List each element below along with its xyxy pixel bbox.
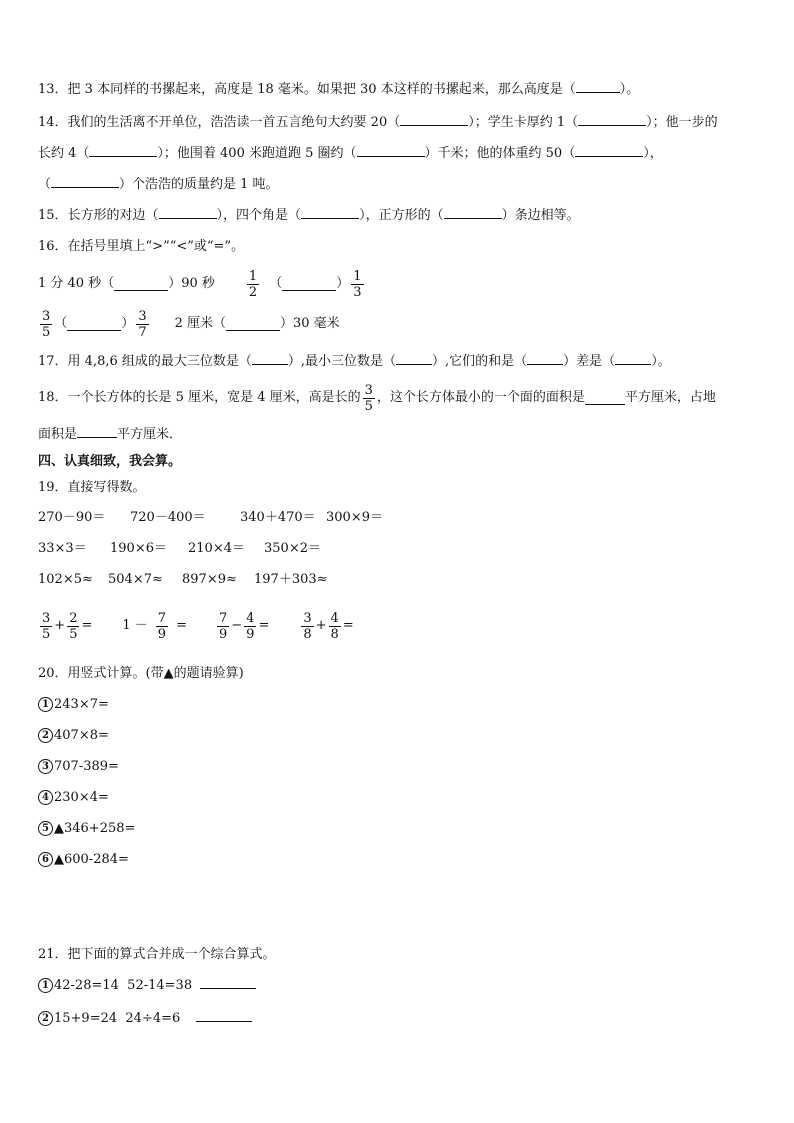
q14-text-f: ）千米；他的体重约 50（ xyxy=(424,146,576,161)
q15-text-d: ）条边相等。 xyxy=(501,208,580,223)
q16-item4-left: 2 厘米（ xyxy=(174,316,226,331)
question-14-line-2 xyxy=(38,144,663,164)
q20-item-2: 2 407×8= xyxy=(38,726,109,746)
q16-blank-3[interactable] xyxy=(67,318,121,331)
q19-row-1 xyxy=(38,508,383,528)
question-18-line-1: 18．一个长方体的长是 5 厘米，宽是 4 厘米，高是长的 $\frac{3}{5}$ ，这个长方体最小的一个面的面积是 平方厘米，占地 xyxy=(38,382,716,414)
q19-item: 300×9＝ xyxy=(326,510,383,525)
q17-blank-4[interactable] xyxy=(615,352,651,365)
question-14-line-3 xyxy=(38,175,279,195)
q14-blank-4[interactable] xyxy=(357,144,425,157)
question-16-row-1: 1 分 40 秒（ ）90 秒 $\frac{1}{2}$ （ ） $\frac{1}{3}$ xyxy=(38,268,362,300)
q17-blank-3[interactable] xyxy=(527,352,563,365)
question-17: 17．用 4,8,6 组成的最大三位数是（ ）,最小三位数是（ ）,它们的和是（ ）差是（ ）。 xyxy=(38,354,671,369)
q14-text-g: ）， xyxy=(643,146,663,161)
q14-text-h: （ xyxy=(38,177,52,192)
q14-blank-6[interactable] xyxy=(51,175,119,188)
q19-item: 190×6＝ xyxy=(110,541,167,556)
q18-blank-1[interactable] xyxy=(585,392,625,405)
q14-text-i: ）个浩浩的质量约是 1 吨。 xyxy=(119,177,279,192)
q15-text-c: ），正方形的（ xyxy=(359,208,444,223)
q20-item-3: 3 707-389= xyxy=(38,757,119,777)
question-18-line-2: 面积是 平方厘米． xyxy=(38,427,183,442)
q19-item: 33×3＝ xyxy=(38,541,87,556)
q14-blank-5[interactable] xyxy=(575,144,643,157)
q17-blank-2[interactable] xyxy=(396,352,432,365)
q15-text-b: ），四个角是（ xyxy=(216,208,302,223)
q16-item1-left: 1 分 40 秒（ xyxy=(38,276,115,291)
q18-blank-2[interactable] xyxy=(77,425,117,438)
question-15 xyxy=(38,206,580,226)
question-21-title: 21．把下面的算式合并成一个综合算式。 xyxy=(38,947,276,962)
q14-blank-3[interactable] xyxy=(89,144,157,157)
q16-item4-right: ）30 毫米 xyxy=(280,316,340,331)
q19-item: 720－400＝ xyxy=(130,510,206,525)
q14-text-d: 长约 4（ xyxy=(38,146,90,161)
question-16-title: 16．在括号里填上“>”“<”或“=”。 xyxy=(38,239,245,254)
q13-end: ）。 xyxy=(619,82,640,97)
question-16-row-2: $\frac{3}{5}$ （ ） $\frac{3}{7}$ 2 厘米（ ）30 毫米 xyxy=(42,308,340,340)
q16-blank-2[interactable] xyxy=(282,278,336,291)
q16-item1-right: ）90 秒 xyxy=(168,276,215,291)
q20-item-4: 4 230×4= xyxy=(38,788,109,808)
q19-row-3 xyxy=(38,570,328,590)
q16-blank-4[interactable] xyxy=(226,318,280,331)
q15-blank-2[interactable] xyxy=(301,206,359,219)
section-4-heading: 四、认真细致，我会算。 xyxy=(38,454,182,469)
q16-fraction-1-3: $\frac{1}{3}$ xyxy=(353,268,362,300)
q17-blank-1[interactable] xyxy=(252,352,288,365)
q20-item-6: 6 ▲600-284= xyxy=(38,850,129,870)
q21-item-1: 1 42-28=14 52-14=38 xyxy=(38,976,256,996)
q19-item: 270－90＝ xyxy=(38,510,106,525)
question-14-line-1 xyxy=(38,113,718,133)
q19-item: 350×2＝ xyxy=(264,541,321,556)
q21-blank-1[interactable] xyxy=(200,976,256,989)
question-20-title: 20．用竖式计算。(带▲的题请验算) xyxy=(38,666,244,681)
q19-item: 504×7≈ xyxy=(108,572,163,587)
q14-blank-2[interactable] xyxy=(578,113,646,126)
q15-text-a: 15．长方形的对边（ xyxy=(38,208,159,223)
q15-blank-3[interactable] xyxy=(444,206,502,219)
q14-text-e: ）；他围着 400 米跑道跑 5 圈约（ xyxy=(157,146,357,161)
q19-item: 102×5≈ xyxy=(38,572,93,587)
q16-fraction-1-2: $\frac{1}{2}$ xyxy=(248,268,258,300)
q19-item: 340＋470＝ xyxy=(240,510,316,525)
q15-blank-1[interactable] xyxy=(159,206,217,219)
q13-blank[interactable] xyxy=(576,80,620,93)
q16-blank-1[interactable] xyxy=(114,278,168,291)
q20-item-5: 5 ▲346+258= xyxy=(38,819,135,839)
q16-fraction-3-5: $\frac{3}{5}$ xyxy=(42,308,51,340)
question-19-title: 19．直接写得数。 xyxy=(38,480,146,495)
q14-text-b: ）；学生卡厚约 1（ xyxy=(468,115,579,130)
q21-blank-2[interactable] xyxy=(196,1009,252,1022)
q19-row-2 xyxy=(38,539,321,559)
q21-item-2: 2 15+9=24 24÷4=6 xyxy=(38,1009,252,1029)
q13-text: 13．把 3 本同样的书摞起来，高度是 18 毫米。如果把 30 本这样的书摞起来，那么高度是（ xyxy=(38,82,576,97)
q18-fraction-3-5: $\frac{3}{5}$ xyxy=(364,382,373,414)
q14-text-c: ）；他一步的 xyxy=(646,115,718,130)
q19-item: 197＋303≈ xyxy=(254,572,328,587)
q14-blank-1[interactable] xyxy=(400,113,468,126)
q19-row-4: $\frac{3}{5}$ + $\frac{2}{5}$ = 1 － $\frac{7}{9}$ = $\frac{7}{9}$ − $\frac{4}{9}$ = $\frac{3}{8}$ + $\frac{4}{8}$ = xyxy=(42,610,354,642)
q16-fraction-3-7: $\frac{3}{7}$ xyxy=(138,308,147,340)
q20-item-1: 1 243×7= xyxy=(38,695,109,715)
q14-text-a: 14．我们的生活离不开单位，浩浩读一首五言绝句大约要 20（ xyxy=(38,115,401,130)
q19-item: 897×9≈ xyxy=(182,572,237,587)
question-13 xyxy=(38,80,639,100)
q19-item: 210×4＝ xyxy=(188,541,245,556)
